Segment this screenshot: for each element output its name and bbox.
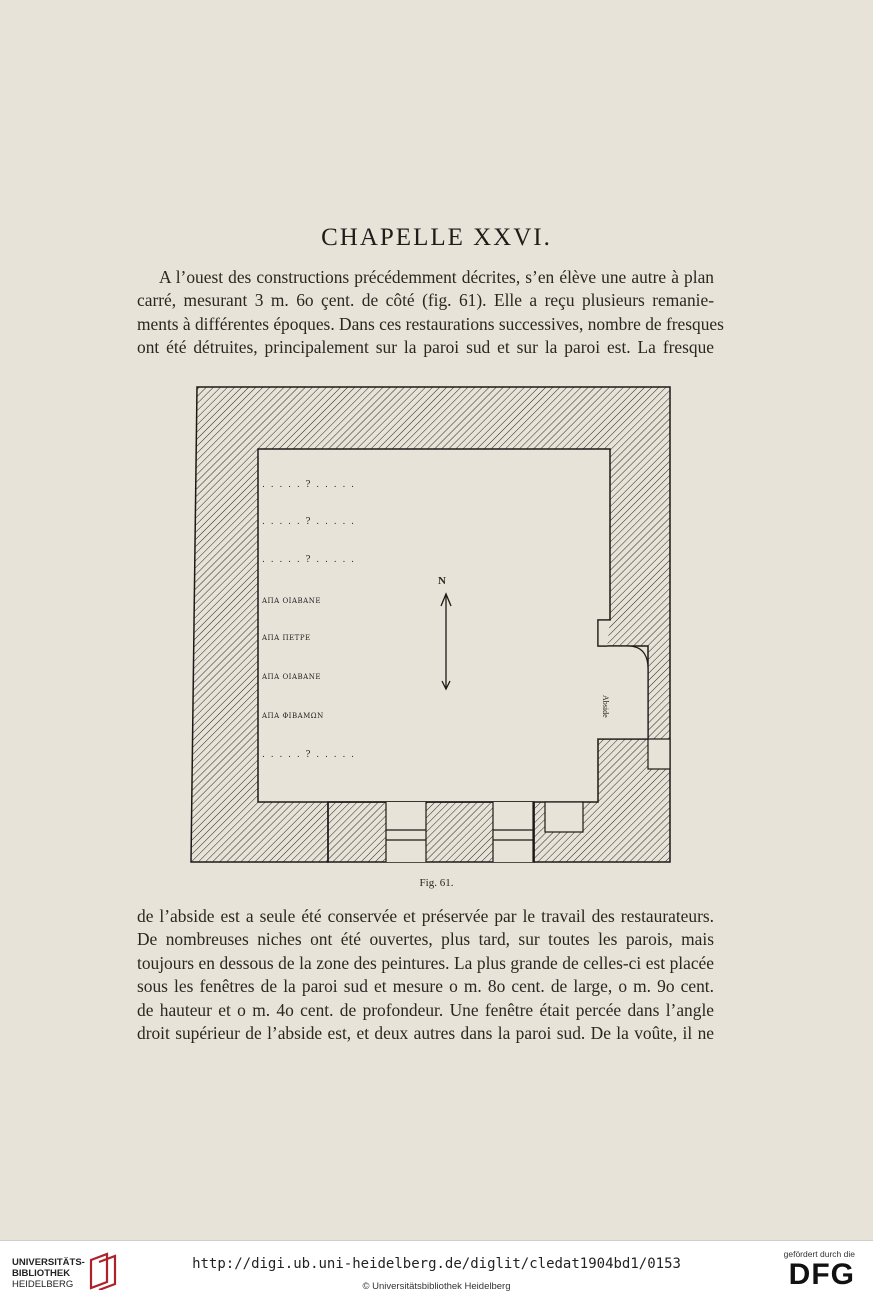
library-name-line: UNIVERSITÄTS- — [12, 1257, 85, 1268]
wall-label: ΑΠΑ ΦΙΒΑΜΩΝ — [262, 712, 324, 720]
figure-caption: Fig. 61. — [419, 877, 454, 889]
text-line: toujours en dessous de la zone des peintures. La plus grande de celles-ci est placée — [137, 952, 714, 973]
wall-label: . . . . . ? . . . . . — [262, 517, 356, 527]
text-line: de l’abside est a seule été conservée et préservée par le travail des restaurateurs. — [137, 906, 714, 926]
paragraph-intro — [137, 266, 724, 360]
chapel-floor-plan — [188, 384, 674, 866]
library-name-line: BIBLIOTHEK — [12, 1268, 71, 1279]
paragraph-continued — [137, 905, 714, 1045]
permalink-url[interactable]: http://digi.ub.uni-heidelberg.de/diglit/cledat1904bd1/0153 — [192, 1256, 681, 1272]
wall-label: ΑΠΑ ΠΕΤΡΕ — [262, 634, 311, 642]
north-label: N — [438, 575, 446, 587]
wall-label: . . . . . ? . . . . . — [262, 750, 356, 760]
text-line: carré, mesurant 3 m. 6o çent. de côté (fig. 61). Elle a reçu plusieurs remanie- — [137, 290, 714, 311]
wall-label: ΑΠΑ ΟΙΑΒΑΝΕ — [262, 597, 321, 605]
funder-note: gefördert durch die — [783, 1249, 855, 1259]
window-opening — [386, 802, 426, 862]
viewer-footer — [0, 1240, 873, 1304]
abside-label: Abside — [601, 695, 610, 718]
library-name-line: HEIDELBERG — [12, 1279, 74, 1290]
text-line: ments à différentes époques. Dans ces restaurations successives, nombre de fresques — [137, 313, 724, 334]
niche — [545, 802, 583, 832]
text-line: sous les fenêtres de la paroi sud et mesure o m. 8o cent. de large, o m. 9o cent. — [137, 976, 714, 997]
text-line: De nombreuses niches ont été ouvertes, plus tard, sur toutes les parois, mais — [137, 929, 714, 950]
text-line: de hauteur et o m. 4o cent. de profondeur. Une fenêtre était percée dans l’angle — [137, 999, 714, 1020]
copyright-notice: © Universitätsbibliothek Heidelberg — [362, 1281, 511, 1292]
wall-label: ΑΠΑ ΟΙΑΒΑΝΕ — [262, 673, 321, 681]
funder-name: DFG — [788, 1258, 855, 1291]
wall-label: . . . . . ? . . . . . — [262, 555, 356, 565]
apse-window — [648, 739, 670, 769]
wall-label: . . . . . ? . . . . . — [262, 480, 356, 490]
window-opening — [493, 802, 533, 862]
text-line: droit supérieur de l’abside est, et deux autres dans la paroi sud. De la voûte, il ne — [137, 1023, 714, 1044]
text-line: A l’ouest des constructions précédemment décrites, s’en élève une autre à plan — [159, 267, 714, 287]
page-title: CHAPELLE XXVI. — [321, 224, 552, 251]
text-line: ont été détruites, principalement sur la paroi sud et sur la paroi est. La fresque — [137, 337, 714, 358]
funder-logo[interactable] — [784, 1249, 855, 1291]
